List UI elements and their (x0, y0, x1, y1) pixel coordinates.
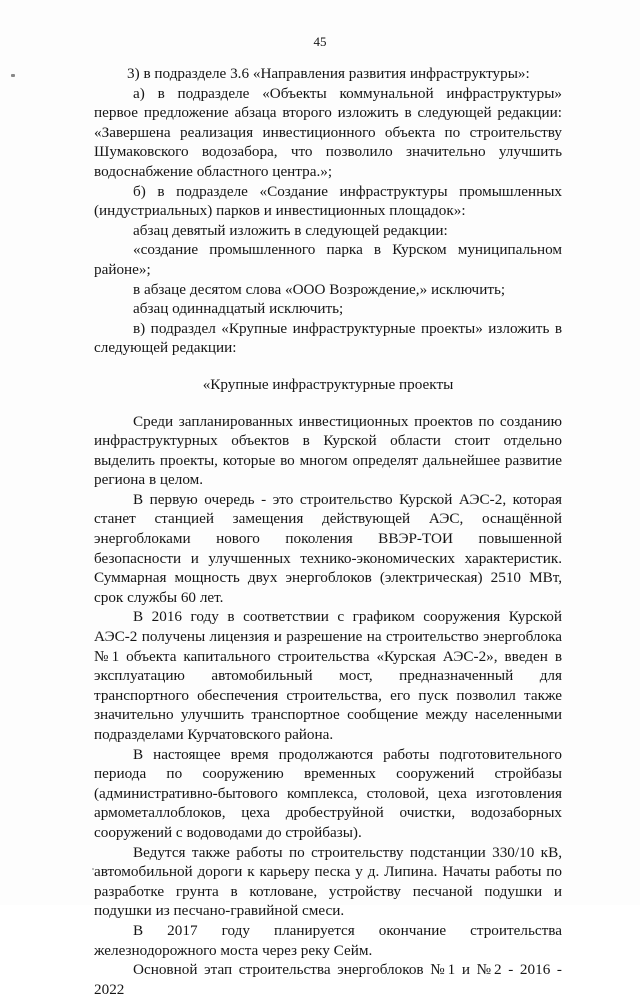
paragraph-abzac-11: абзац одиннадцатый исключить; (133, 300, 344, 318)
section-paragraph: В первую очередь - это строительство Курской АЭС-2, которая станет станцией замещения действующей АЭС, оснащённой энергоблоками нового поколения ВВЭР-ТОИ повышенной безопасности и улучшенных технико-экономических характеристик. Суммарная мощность двух энергоблоков (электрическая) 2510 МВт, срок службы 60 лет. (94, 490, 562, 606)
paragraph-abzac-9: абзац девятый изложить в следующей редакции: (133, 221, 448, 239)
section-paragraph: В настоящее время продолжаются работы подготовительного периода по сооружению временных сооружений стройбазы (административно-бытового комплекса, столовой, цеха изготовления армометаллоблоков, цеха дробеструйной очистки, водозаборных сооружений с водоводами до стройбазы). (94, 745, 562, 841)
paragraph-subitem-v: в) подраздел «Крупные инфраструктурные проекты» изложить в следующей редакции: (94, 319, 562, 357)
spacer (94, 358, 562, 375)
spacer (94, 395, 562, 412)
paragraph-abzac-10: в абзаце десятом слова «ООО Возрождение,» исключить; (133, 280, 506, 298)
section-paragraph: В 2017 году планируется окончание строительства железнодорожного моста через реку Сейм. (94, 921, 562, 959)
document-body (94, 64, 562, 999)
section-paragraph: Основной этап строительства энергоблоков №1 и №2 - 2016 - 2022 (94, 961, 562, 998)
paragraph-industrial-park: «создание промышленного парка в Курском муниципальном районе»; (94, 241, 562, 278)
paragraph-item-3: 3) в подразделе 3.6 «Направления развития инфраструктуры»: (127, 65, 530, 82)
paragraph-subitem-a: а) в подразделе «Объекты коммунальной инфраструктуры» первое предложение абзаца второго изложить в следующей редакции: «Завершена реализация инвестиционного объекта по строительству Шумаковского водозабора, что позволило значительно улучшить водоснабжение областного центра.»; (94, 84, 562, 180)
paragraph-subitem-b: б) в подразделе «Создание инфраструктуры промышленных (индустриальных) парков и инвестиционных площадок»: (94, 182, 562, 220)
scan-mark (11, 74, 15, 77)
section-paragraph: Среди запланированных инвестиционных проектов по созданию инфраструктурных объектов в Курской области стоит отдельно выделить проекты, которые во многом определят дальнейшее развитие региона в целом. (94, 412, 562, 489)
section-heading: «Крупные инфраструктурные проекты (202, 375, 454, 393)
page-number: 45 (313, 34, 327, 49)
section-paragraph: В 2016 году в соответствии с графиком сооружения Курской АЭС-2 получены лицензия и разрешение на строительство энергоблока №1 объекта капитального строительства «Курская АЭС-2», введен в эксплуатацию автомобильный мост, предназначенный для транспортного обеспечения строительства, его пуск позволил также значительно улучшить транспортное сообщение между населенными подразделами Курчатовского района. (94, 608, 562, 743)
section-paragraph: Ведутся также работы по строительству подстанции 330/10 кВ, автомобильной дороги к карьеру песка у д. Липина. Начаты работы по разработке грунта в котловане, устройству песчаной подушки и подушки из песчано-гравийной смеси. (94, 843, 562, 920)
